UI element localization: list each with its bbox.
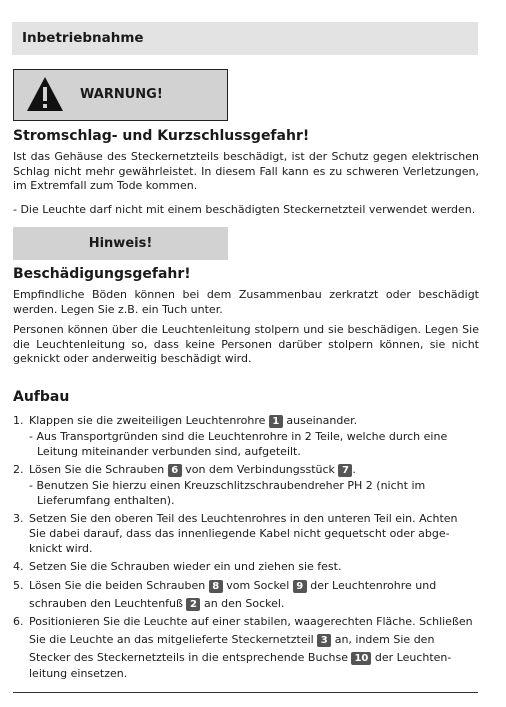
part-badge: 8 bbox=[209, 580, 223, 593]
step-6-line-3: Stecker des Steckernetzteils in die entsprechende Buchse 10 der Leuchten- bbox=[29, 651, 452, 664]
hint-paragraph-2: Personen können über die Leuchtenleitung stolpern und sie beschädigen. Legen Sie die Leuchtenleitung so, dass keine Personen darüber stolpern können, sie nicht geknickt oder anderweitig beschädigt wird. bbox=[13, 323, 479, 365]
section-title: Inbetriebnahme bbox=[12, 22, 478, 55]
warning-bullet: - Die Leuchte darf nicht mit einem beschädigten Steckernetzteil verwendet werden. bbox=[13, 203, 476, 216]
step-6-line-4: leitung einsetzen. bbox=[29, 667, 128, 680]
step-5-line-2: schrauben den Leuchtenfuß 2 an den Sockel. bbox=[29, 597, 285, 610]
warning-heading: Stromschlag- und Kurzschlussgefahr! bbox=[13, 128, 310, 144]
hint-box: Hinweis! bbox=[13, 227, 228, 260]
warning-label: WARNUNG! bbox=[80, 87, 163, 102]
step-3-line-3: knickt wird. bbox=[29, 542, 93, 555]
part-badge: 9 bbox=[293, 580, 307, 593]
part-badge: 3 bbox=[317, 634, 331, 647]
step-4: 4. Setzen Sie die Schrauben wieder ein und ziehen sie fest. bbox=[13, 560, 342, 573]
part-badge: 6 bbox=[168, 464, 182, 477]
hint-paragraph-1: Empfindliche Böden können bei dem Zusammenbau zerkratzt oder beschädigt werden. Legen Sie z.B. ein Tuch unter. bbox=[13, 288, 479, 316]
step-2-note: - Benutzen Sie hierzu einen Kreuzschlitzschraubendreher PH 2 (nicht im bbox=[29, 479, 426, 492]
footer-divider bbox=[13, 692, 478, 693]
step-5: 5. Lösen Sie die beiden Schrauben 8 vom Sockel 9 der Leuchtenrohre und bbox=[13, 579, 437, 592]
step-2: 2. Lösen Sie die Schrauben 6 von dem Verbindungsstück 7 . bbox=[13, 463, 356, 476]
step-6-line-2: Sie die Leuchte an das mitgelieferte Steckernetzteil 3 an, indem Sie den bbox=[29, 633, 435, 646]
warning-text: Ist das Gehäuse des Steckernetzteils beschädigt, ist der Schutz gegen elektrischen Schlag nicht mehr gewährleistet. In diesem Fall kann es zu schweren Verletzungen, im Extremfall zum Tode kommen. bbox=[13, 150, 479, 192]
step-1-note: - Aus Transportgründen sind die Leuchtenrohre in 2 Teile, welche durch eine bbox=[29, 430, 448, 443]
part-badge: 7 bbox=[338, 464, 352, 477]
part-badge: 1 bbox=[269, 415, 283, 428]
step-3-line-2: Sie dabei darauf, dass das innenliegende Kabel nicht gequetscht oder abge- bbox=[29, 527, 450, 540]
hint-heading: Beschädigungsgefahr! bbox=[13, 266, 191, 282]
step-1: 1. Klappen sie die zweiteiligen Leuchtenrohre 1 auseinander. bbox=[13, 414, 358, 427]
assembly-heading: Aufbau bbox=[13, 389, 70, 405]
part-badge: 10 bbox=[351, 652, 371, 665]
step-6: 6. Positionieren Sie die Leuchte auf einer stabilen, waagerechten Fläche. Schließen bbox=[13, 615, 473, 628]
warning-box bbox=[13, 69, 228, 121]
step-2-note-cont: Lieferumfang enthalten). bbox=[37, 494, 175, 507]
warning-triangle-icon bbox=[26, 76, 64, 112]
step-1-note-cont: Leitung miteinander verbunden sind, aufgeteilt. bbox=[37, 445, 301, 458]
part-badge: 2 bbox=[186, 598, 200, 611]
step-3: 3. Setzen Sie den oberen Teil des Leuchtenrohres in den unteren Teil ein. Achten bbox=[13, 512, 458, 525]
